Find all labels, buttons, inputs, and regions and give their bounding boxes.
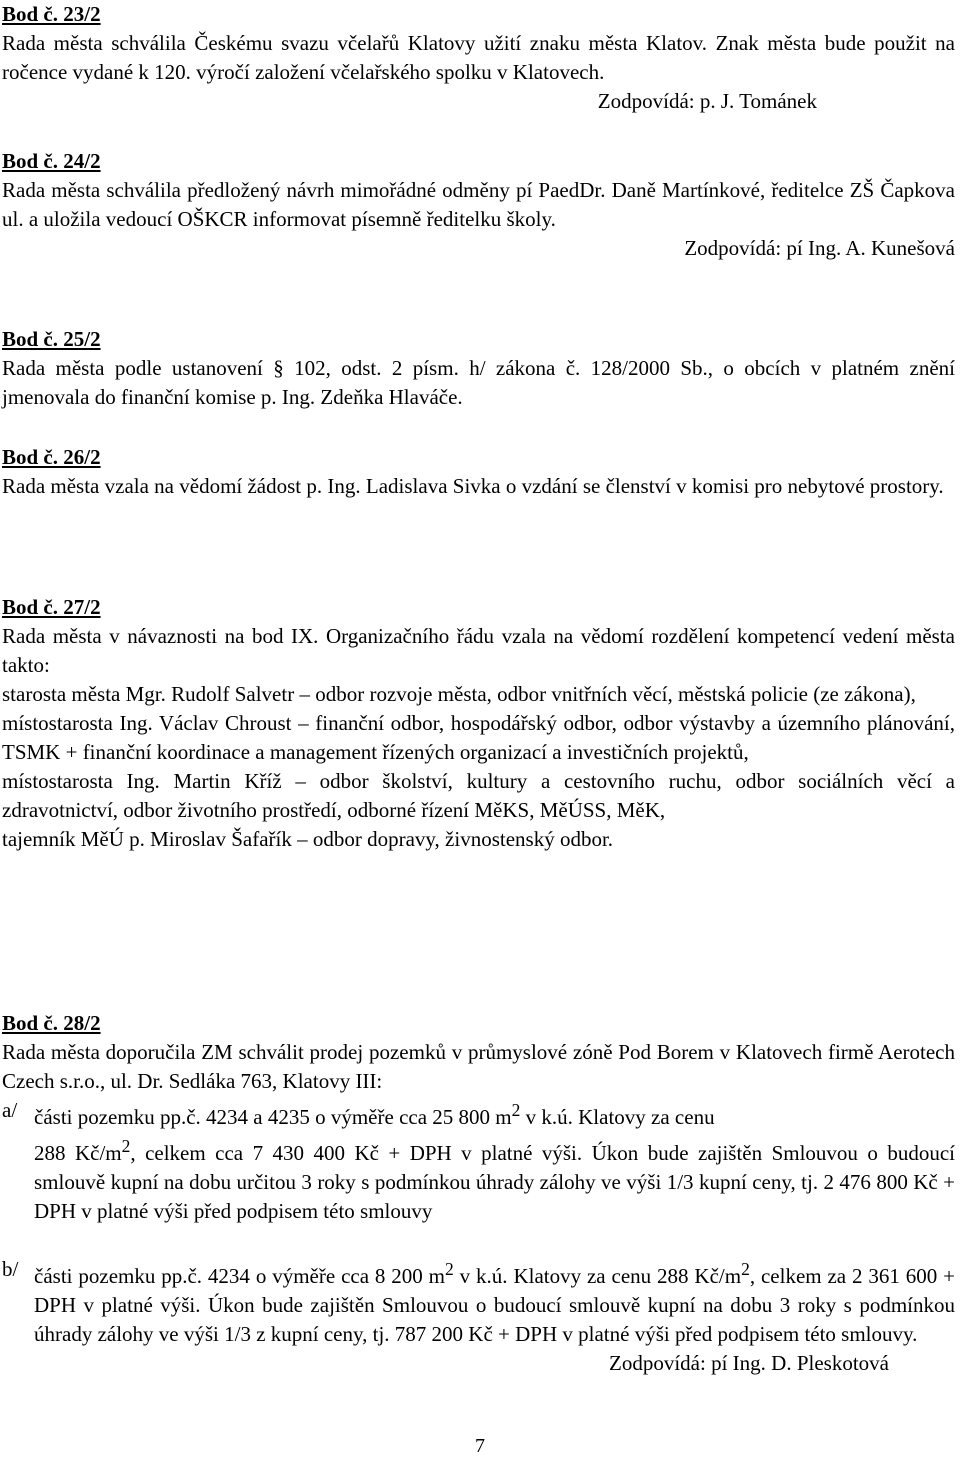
superscript: 2 — [445, 1259, 454, 1279]
subitem-a-text — [34, 1132, 955, 1226]
subitem-a-text-3: 288 Kč/m — [34, 1141, 122, 1165]
item-heading: Bod č. 27/2 — [2, 595, 101, 619]
subitem-a-text-4: , celkem cca 7 430 400 Kč + DPH v platné výši. Úkon bude zajištěn Smlouvou o budoucí smlouvě kupní na dobu určitou 3 roky s podmínkou úhrady zálohy ve výši 1/3 kupní ceny, tj. 2 476 800 Kč + DPH v platné výši před podpisem této smlouvy — [34, 1141, 956, 1223]
subitem-b-text-3: , celkem za 2 361 600 + DPH v platné výši. Úkon bude zajištěn Smlouvou o budoucí smlouvě kupní na dobu 3 roky s podmínkou úhrady zálohy ve výši 1/3 z kupní ceny, tj. 787 200 Kč + DPH v platné výši před podpisem této smlouvy. — [34, 1264, 956, 1346]
subitem-a-text-2: v k.ú. Klatovy za cenu — [520, 1105, 715, 1129]
item-28 — [2, 1009, 955, 1378]
item-heading: Bod č. 24/2 — [2, 149, 101, 173]
subitem-b-text — [34, 1255, 955, 1349]
competence-line: místostarosta Ing. Martin Kříž – odbor školství, kultury a cestovního ruchu, odbor sociálních věcí a zdravotnictví, odbor životního prostředí, odborné řízení MěKS, MěÚSS, MěK, — [2, 769, 955, 822]
competence-line: starosta města Mgr. Rudolf Salvetr – odbor rozvoje města, odbor vnitřních věcí, městská policie (ze zákona), — [2, 682, 916, 706]
item-heading: Bod č. 25/2 — [2, 327, 101, 351]
subitem-b — [2, 1255, 955, 1349]
subitem-a — [2, 1096, 955, 1226]
item-heading: Bod č. 28/2 — [2, 1011, 101, 1035]
subitem-label: b/ — [2, 1257, 19, 1281]
item-text: Rada města vzala na vědomí žádost p. Ing. Ladislava Sivka o vzdání se členství v komisi pro nebytové prostory. — [2, 474, 944, 498]
item-27 — [2, 593, 955, 854]
item-text: Rada města v návaznosti na bod IX. Organizačního řádu vzala na vědomí rozdělení kompetencí vedení města takto: — [2, 624, 955, 677]
page-number: 7 — [475, 1435, 485, 1457]
item-text: Rada města doporučila ZM schválit prodej pozemků v průmyslové zóně Pod Borem v Klatovech firmě Aerotech Czech s.r.o., ul. Dr. Sedláka 763, Klatovy III: — [2, 1040, 955, 1093]
item-24 — [2, 147, 955, 263]
item-text: Rada města podle ustanovení § 102, odst. 2 písm. h/ zákona č. 128/2000 Sb., o obcích v platném znění jmenovala do finanční komise p. Ing. Zdeňka Hlaváče. — [2, 356, 955, 409]
responsible-person: Zodpovídá: p. J. Tománek — [597, 89, 817, 113]
item-text: Rada města schválila předložený návrh mimořádné odměny pí PaedDr. Daně Martínkové, ředitelce ZŠ Čapkova ul. a uložila vedoucí OŠKCR informovat písemně ředitelku školy. — [2, 178, 955, 231]
subitem-b-text-1: části pozemku pp.č. 4234 o výměře cca 8 200 m — [34, 1264, 446, 1288]
item-23 — [2, 0, 955, 116]
superscript: 2 — [511, 1100, 521, 1120]
competence-line: tajemník MěÚ p. Miroslav Šafařík – odbor dopravy, živnostenský odbor. — [2, 827, 614, 851]
subitem-a-first-line — [34, 1096, 955, 1132]
item-26 — [2, 443, 955, 501]
responsible-person: Zodpovídá: pí Ing. D. Pleskotová — [609, 1351, 889, 1375]
competence-line: místostarosta Ing. Václav Chroust – finanční odbor, hospodářský odbor, odbor výstavby a územního plánování, TSMK + finanční koordinace a management řízených organizací a investičních projektů, — [2, 711, 955, 764]
subitem-label: a/ — [2, 1098, 18, 1122]
item-heading: Bod č. 23/2 — [2, 2, 101, 26]
superscript: 2 — [741, 1259, 750, 1279]
item-heading: Bod č. 26/2 — [2, 445, 101, 469]
subitem-a-text-1: části pozemku pp.č. 4234 a 4235 o výměře cca 25 800 m — [34, 1105, 512, 1129]
superscript: 2 — [121, 1136, 131, 1156]
responsible-person: Zodpovídá: pí Ing. A. Kunešová — [684, 236, 955, 260]
item-25 — [2, 325, 955, 412]
subitem-b-text-2: v k.ú. Klatovy za cenu 288 Kč/m — [453, 1264, 742, 1288]
item-text: Rada města schválila Českému svazu včelařů Klatovy užití znaku města Klatov. Znak města bude použit na ročence vydané k 120. výročí založení včelařského spolku v Klatovech. — [2, 31, 955, 84]
